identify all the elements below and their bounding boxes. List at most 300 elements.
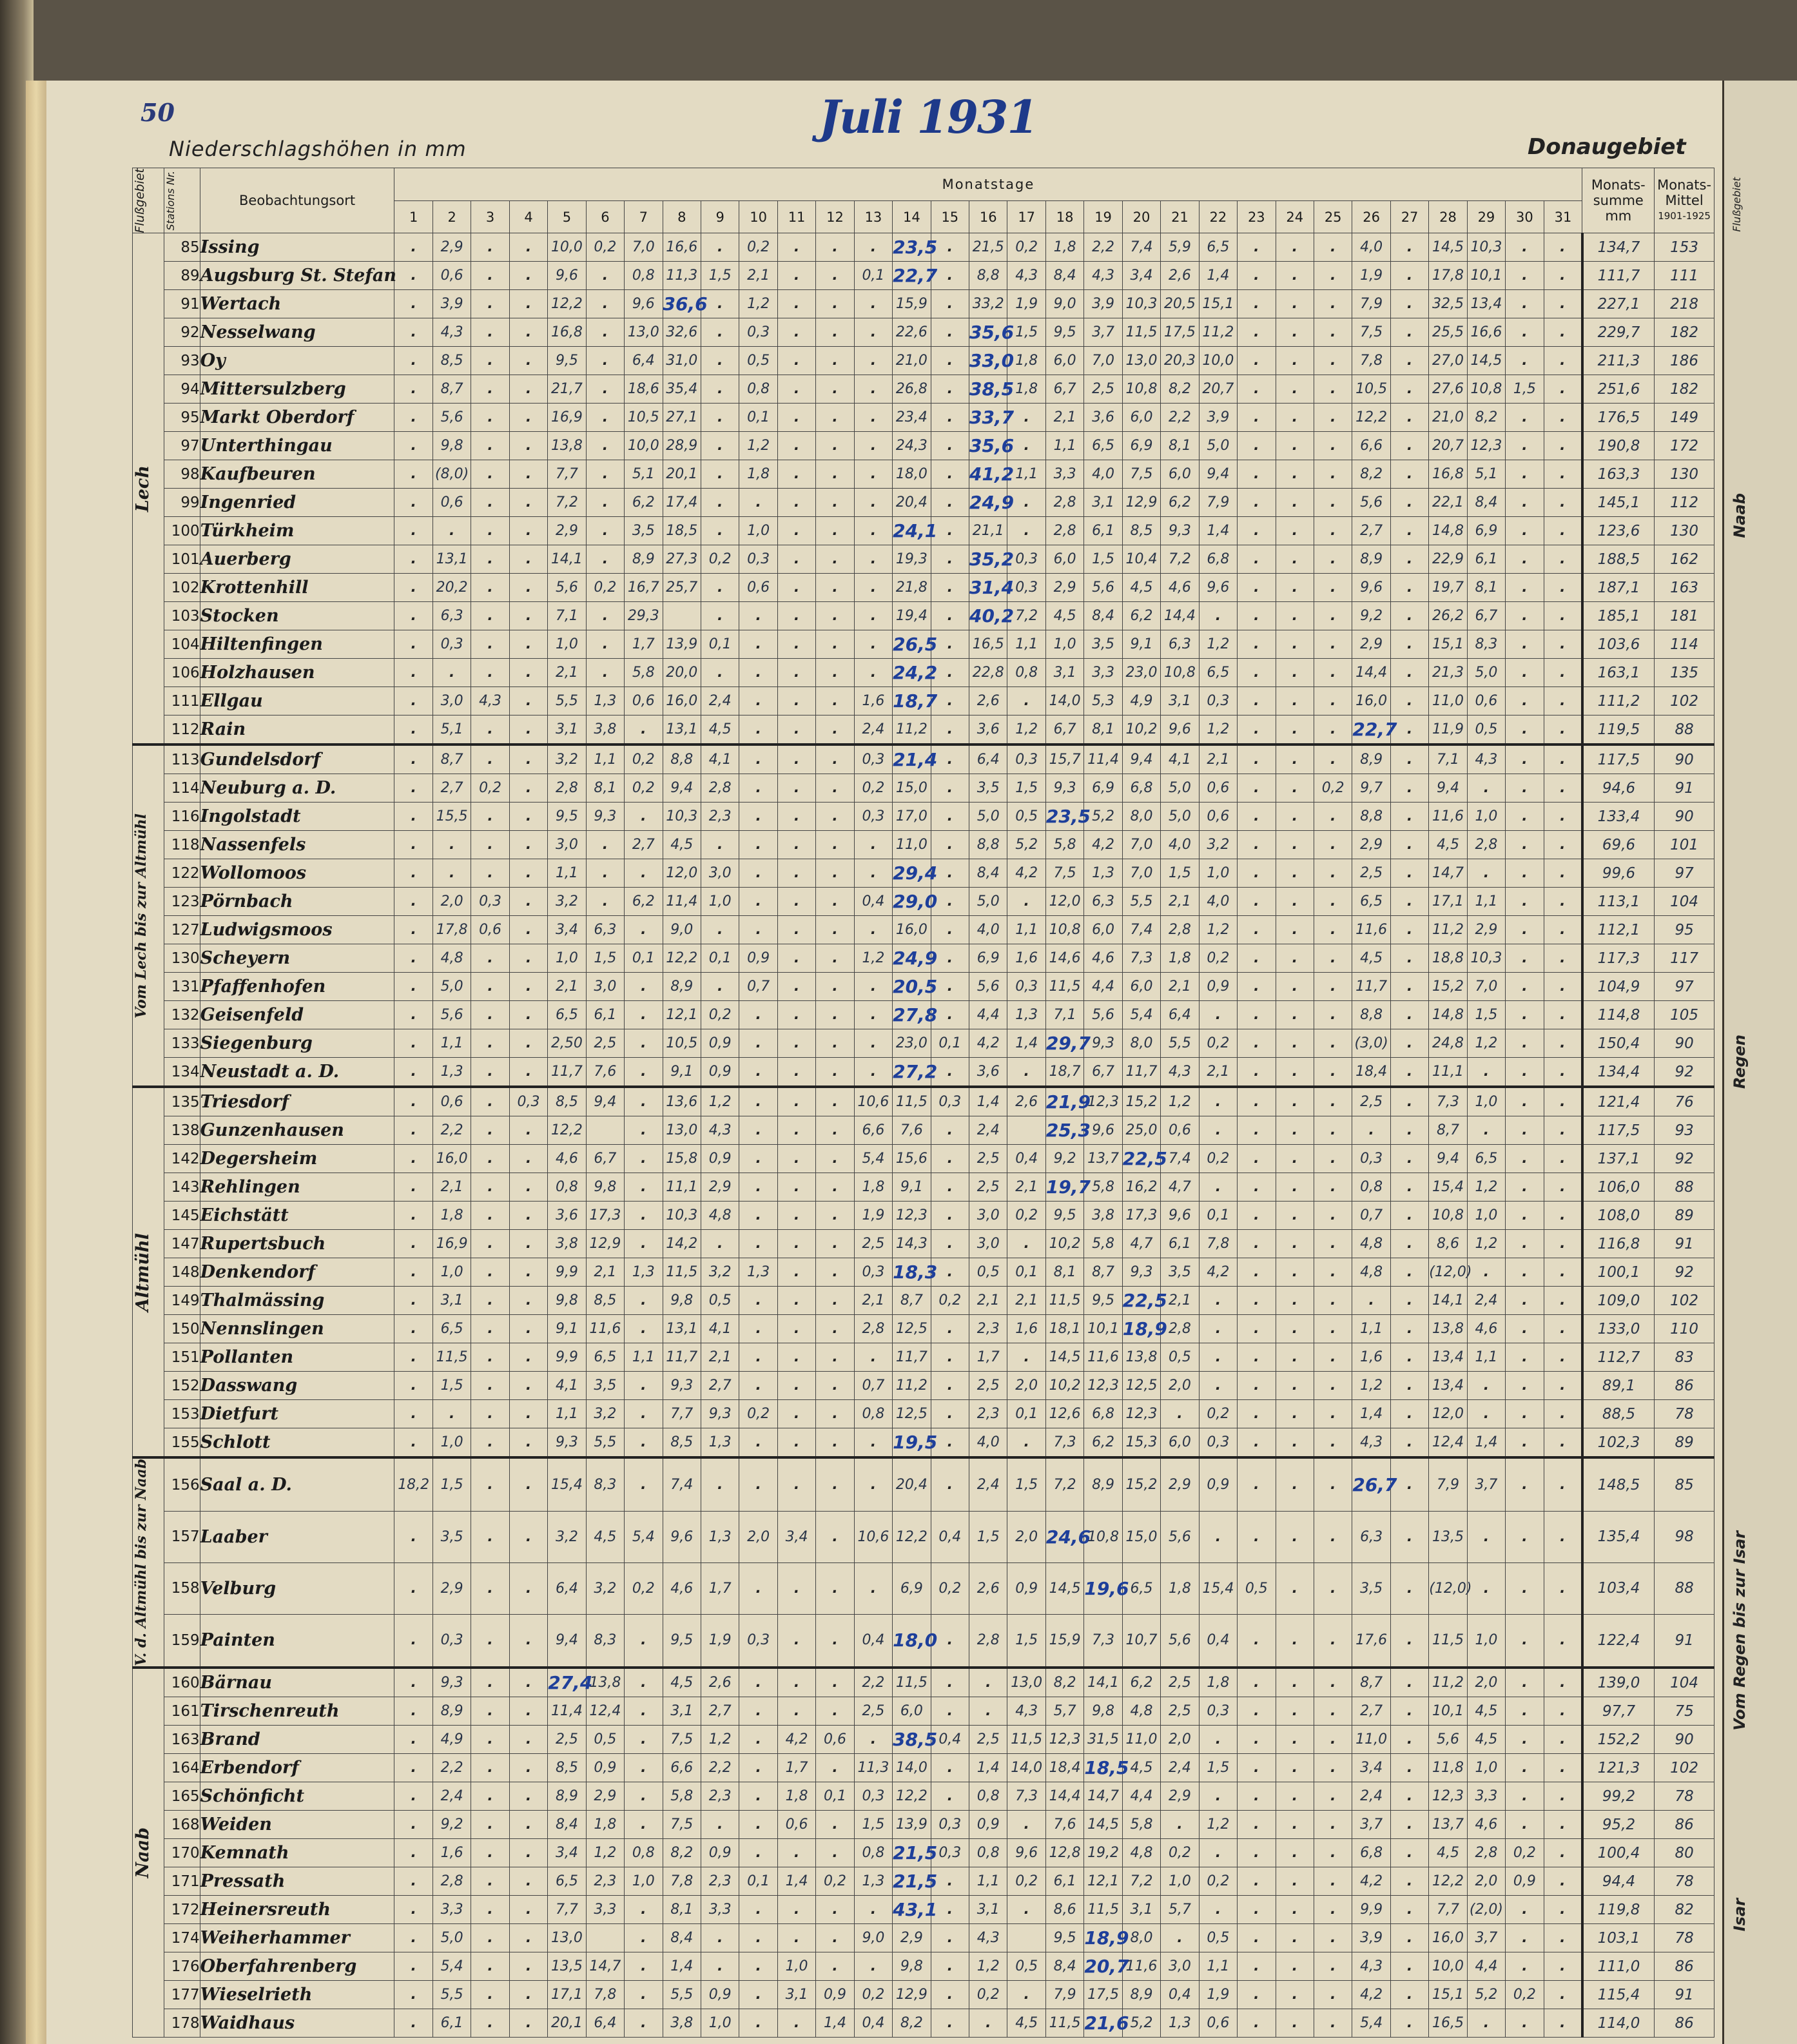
day-value: . [1276, 375, 1314, 404]
day-value: 7,1 [1429, 745, 1467, 774]
day-value: . [816, 1896, 854, 1924]
table-row [133, 1614, 1714, 1668]
monthly-sum: 163,3 [1582, 460, 1655, 489]
day-value: 2,0 [1007, 1511, 1045, 1562]
station-name: Wertach [200, 290, 394, 318]
day-value: 6,0 [1122, 973, 1160, 1001]
station-name: Siegenburg [200, 1029, 394, 1058]
day-value: . [777, 888, 815, 916]
day-value: . [509, 347, 547, 375]
day-value: 8,3 [586, 1614, 624, 1668]
day-value: . [509, 1116, 547, 1145]
day-value: . [1314, 1668, 1352, 1697]
day-value: 6,6 [854, 1116, 892, 1145]
day-value: 2,4 [969, 1116, 1007, 1145]
day-value: . [1276, 1952, 1314, 1981]
day-value: 18,9 [1122, 1315, 1160, 1343]
station-number: 111 [164, 687, 200, 715]
day-value: . [931, 1952, 969, 1981]
day-value: . [394, 233, 432, 262]
station-number: 138 [164, 1116, 200, 1145]
day-value: 3,5 [1084, 630, 1122, 659]
day-value: . [1238, 1614, 1276, 1668]
day-value: 1,2 [1199, 630, 1237, 659]
day-value: . [586, 659, 624, 687]
station-number: 102 [164, 574, 200, 602]
day-value: . [1390, 1145, 1428, 1173]
day-value: . [854, 1428, 892, 1458]
day-value: 6,4 [1161, 1001, 1199, 1029]
table-row [133, 1896, 1714, 1924]
day-value: 15,2 [1122, 1457, 1160, 1511]
day-value: 15,1 [1429, 1981, 1467, 2009]
day-value: 15,9 [1045, 1614, 1083, 1668]
day-value: 32,6 [663, 318, 701, 347]
day-value: 9,2 [1352, 602, 1390, 630]
day-value: 1,5 [969, 1511, 1007, 1562]
monthly-sum: 150,4 [1582, 1029, 1655, 1058]
day-value: . [1390, 1287, 1428, 1315]
day-value: 2,7 [432, 774, 471, 803]
day-value: 13,0 [548, 1924, 586, 1952]
day-value: 2,5 [854, 1697, 892, 1726]
day-value: 11,7 [1352, 973, 1390, 1001]
table-row [133, 745, 1714, 774]
day-value: 8,1 [586, 774, 624, 803]
day-value: 1,2 [1161, 1087, 1199, 1116]
day-value: . [816, 916, 854, 944]
day-value: . [854, 859, 892, 888]
day-value: . [739, 1457, 777, 1511]
station-name: Triesdorf [200, 1087, 394, 1116]
station-name: Thalmässing [200, 1287, 394, 1315]
day-value: . [739, 1782, 777, 1811]
day-value: 1,7 [969, 1343, 1007, 1372]
monthly-sum: 95,2 [1582, 1811, 1655, 1839]
day-value: 9,9 [548, 1343, 586, 1372]
day-value: 16,8 [548, 318, 586, 347]
day-value: . [1314, 432, 1352, 460]
day-value: . [509, 1173, 547, 1202]
day-value: 13,6 [663, 1087, 701, 1116]
day-value: 1,9 [701, 1614, 739, 1668]
day-value: 24,9 [893, 944, 931, 973]
day-value: 8,4 [1084, 602, 1122, 630]
day-value: 3,6 [969, 715, 1007, 745]
station-number: 127 [164, 916, 200, 944]
day-value: . [1390, 489, 1428, 517]
day-value: 8,2 [663, 1839, 701, 1867]
day-value: . [1238, 1697, 1276, 1726]
day-value: 9,9 [548, 1258, 586, 1287]
day-value: . [471, 262, 509, 290]
day-value: . [509, 489, 547, 517]
day-value: 2,6 [1007, 1087, 1045, 1116]
day-value: . [394, 489, 432, 517]
table-row [133, 1087, 1714, 1116]
day-value: . [394, 973, 432, 1001]
day-value: 0,3 [1199, 687, 1237, 715]
day-value: . [1506, 1726, 1544, 1754]
day-value: 4,6 [663, 1562, 701, 1614]
day-value: . [1314, 262, 1352, 290]
day-value: 1,4 [777, 1867, 815, 1896]
day-value: . [777, 1029, 815, 1058]
day-value: 0,5 [701, 1287, 739, 1315]
day-value: 26,5 [893, 630, 931, 659]
day-header-9: 9 [701, 200, 739, 233]
day-header-16: 16 [969, 200, 1007, 233]
day-value: 13,0 [625, 318, 663, 347]
day-value: 25,7 [663, 574, 701, 602]
day-value: . [1276, 888, 1314, 916]
day-value: 4,6 [1084, 944, 1122, 973]
day-value: . [816, 1173, 854, 1202]
day-value: 7,5 [1045, 859, 1083, 888]
day-value: 0,3 [931, 1811, 969, 1839]
day-value: 6,2 [1122, 602, 1160, 630]
day-value: . [1506, 1668, 1544, 1697]
day-value: 1,8 [1045, 233, 1083, 262]
day-value: 10,0 [1429, 1952, 1467, 1981]
day-value: 22,7 [893, 262, 931, 290]
day-value: 17,0 [893, 803, 931, 831]
day-value: . [931, 318, 969, 347]
day-value: . [854, 545, 892, 574]
day-value: 0,8 [1352, 1173, 1390, 1202]
day-header-28: 28 [1429, 200, 1467, 233]
day-value: . [1390, 1258, 1428, 1287]
day-value: 2,8 [432, 1867, 471, 1896]
day-value: . [586, 517, 624, 545]
station-name: Nennslingen [200, 1315, 394, 1343]
day-value: 1,5 [1161, 859, 1199, 888]
day-value: 7,3 [1122, 944, 1160, 973]
day-value: 13,1 [432, 545, 471, 574]
day-value: 11,0 [1429, 687, 1467, 715]
station-number: 93 [164, 347, 200, 375]
day-value: 5,0 [969, 888, 1007, 916]
day-value: 9,1 [548, 1315, 586, 1343]
day-value: . [1390, 1981, 1428, 2009]
day-value: 6,5 [548, 1867, 586, 1896]
day-value: . [931, 973, 969, 1001]
table-row [133, 290, 1714, 318]
monthly-mean: 90 [1655, 1726, 1714, 1754]
day-value: . [1314, 574, 1352, 602]
day-value: (12,0) [1429, 1258, 1467, 1287]
day-value: . [739, 1230, 777, 1258]
day-value: . [1506, 1258, 1544, 1287]
day-value: . [1390, 1058, 1428, 1087]
day-value: . [1161, 1811, 1199, 1839]
day-value: . [777, 1839, 815, 1867]
day-value: 1,5 [1199, 1754, 1237, 1782]
day-value: . [509, 1562, 547, 1614]
day-value: 21,3 [1429, 659, 1467, 687]
day-value: . [1506, 233, 1544, 262]
day-value: 8,7 [432, 745, 471, 774]
day-value: 4,2 [969, 1029, 1007, 1058]
day-value: 0,5 [1199, 1924, 1237, 1952]
day-value: . [1390, 432, 1428, 460]
day-value: 6,7 [586, 1145, 624, 1173]
day-value: 1,3 [701, 1511, 739, 1562]
monthly-sum: 119,5 [1582, 715, 1655, 745]
day-value: 21,0 [893, 347, 931, 375]
day-value: . [1238, 1981, 1276, 2009]
day-value: 40,2 [969, 602, 1007, 630]
day-value: . [854, 460, 892, 489]
day-header-19: 19 [1084, 200, 1122, 233]
day-value: 10,4 [1122, 545, 1160, 574]
day-value: . [854, 1001, 892, 1029]
day-value: . [509, 774, 547, 803]
day-value: . [931, 602, 969, 630]
day-value: . [394, 1811, 432, 1839]
day-value: . [1007, 1230, 1045, 1258]
day-value: . [471, 404, 509, 432]
day-value: 11,8 [1429, 1754, 1467, 1782]
day-value: . [509, 1511, 547, 1562]
day-value: 26,7 [1352, 1457, 1390, 1511]
day-value: . [701, 517, 739, 545]
day-value: 2,3 [701, 803, 739, 831]
day-value: 7,7 [1429, 1896, 1467, 1924]
day-value: . [625, 1782, 663, 1811]
day-value: 29,3 [625, 602, 663, 630]
day-value: 6,9 [893, 1562, 931, 1614]
day-value: . [777, 1173, 815, 1202]
monthly-sum: 188,5 [1582, 545, 1655, 574]
day-value: 4,4 [969, 1001, 1007, 1029]
day-value: . [1238, 1001, 1276, 1029]
day-value: . [1544, 1258, 1582, 1287]
day-value: . [1544, 774, 1582, 803]
day-value: . [816, 262, 854, 290]
precipitation-table [132, 168, 1714, 2038]
day-value: . [471, 347, 509, 375]
day-value: 11,0 [1352, 1726, 1390, 1754]
day-value: 3,4 [1122, 262, 1160, 290]
monthly-sum: 139,0 [1582, 1668, 1655, 1697]
station-name: Schlott [200, 1428, 394, 1458]
day-value: 6,2 [1084, 1428, 1122, 1458]
day-value: 7,4 [1161, 1145, 1199, 1173]
day-value: 1,0 [1467, 1614, 1505, 1668]
day-value: . [394, 432, 432, 460]
day-value: . [1238, 1258, 1276, 1287]
day-value: 6,7 [1045, 715, 1083, 745]
day-value: 4,7 [1122, 1230, 1160, 1258]
precipitation-sheet [132, 168, 1714, 2038]
day-value: 4,2 [1199, 1258, 1237, 1287]
day-value: 16,7 [625, 574, 663, 602]
day-value: 16,2 [1122, 1173, 1160, 1202]
day-value: 0,8 [625, 1839, 663, 1867]
day-value: 12,2 [548, 1116, 586, 1145]
day-value: . [509, 404, 547, 432]
day-value: 0,3 [1007, 574, 1045, 602]
day-value: . [1276, 404, 1314, 432]
day-value: 10,2 [1045, 1230, 1083, 1258]
day-value: 16,8 [1429, 460, 1467, 489]
day-value: . [1314, 517, 1352, 545]
day-value: 18,7 [893, 687, 931, 715]
day-value: . [1314, 1952, 1352, 1981]
day-value: 4,3 [432, 318, 471, 347]
day-value: . [1544, 1952, 1582, 1981]
day-value: 9,6 [1161, 715, 1199, 745]
day-value: 1,6 [432, 1839, 471, 1867]
day-value: 8,9 [1352, 745, 1390, 774]
day-value: 5,6 [1161, 1614, 1199, 1668]
day-value: . [394, 375, 432, 404]
day-value: . [931, 774, 969, 803]
day-value: . [471, 803, 509, 831]
monthly-mean: 149 [1655, 404, 1714, 432]
day-value: 0,4 [1007, 1145, 1045, 1173]
table-row [133, 1457, 1714, 1511]
day-value: . [816, 318, 854, 347]
day-value: 20,1 [663, 460, 701, 489]
day-value: 6,2 [1122, 1668, 1160, 1697]
day-value: . [394, 1924, 432, 1952]
day-value: 1,0 [625, 1867, 663, 1896]
day-value: . [1390, 1839, 1428, 1867]
next-label-naab: Naab [1731, 493, 1749, 538]
day-value: . [1506, 1457, 1544, 1511]
day-value: 9,8 [893, 1952, 931, 1981]
day-value: 3,7 [1467, 1457, 1505, 1511]
day-value: . [739, 602, 777, 630]
day-value: . [1544, 1782, 1582, 1811]
day-value: 1,1 [548, 859, 586, 888]
day-value: 28,9 [663, 432, 701, 460]
day-value: 0,8 [854, 1400, 892, 1428]
day-value: . [854, 1457, 892, 1511]
day-value: . [1544, 1145, 1582, 1173]
day-value: . [1314, 602, 1352, 630]
day-value: . [1276, 1428, 1314, 1458]
day-value: . [394, 888, 432, 916]
day-value: . [1390, 1782, 1428, 1811]
day-value: . [509, 262, 547, 290]
day-value: . [394, 1315, 432, 1343]
station-number: 156 [164, 1457, 200, 1511]
day-value: 5,6 [548, 574, 586, 602]
day-value: . [1314, 973, 1352, 1001]
table-row [133, 1400, 1714, 1428]
day-value: . [739, 715, 777, 745]
day-header-12: 12 [816, 200, 854, 233]
day-value: 0,5 [1467, 715, 1505, 745]
day-value: 12,0 [663, 859, 701, 888]
day-value: 0,5 [1007, 803, 1045, 831]
day-value: . [625, 1202, 663, 1230]
day-value: 11,0 [1122, 1726, 1160, 1754]
day-value: 2,8 [1045, 489, 1083, 517]
day-value: . [931, 803, 969, 831]
day-value: . [1238, 1202, 1276, 1230]
day-value: . [625, 1924, 663, 1952]
monthly-mean: 88 [1655, 1173, 1714, 1202]
monthly-sum: 137,1 [1582, 1145, 1655, 1173]
day-value: 0,6 [625, 687, 663, 715]
day-value: 18,6 [625, 375, 663, 404]
station-number: 149 [164, 1287, 200, 1315]
day-value: 0,9 [701, 1058, 739, 1087]
day-value: . [1314, 1315, 1352, 1343]
day-value: . [1506, 1202, 1544, 1230]
day-value: 4,6 [1467, 1315, 1505, 1343]
day-value: . [1276, 1372, 1314, 1400]
station-name: Türkheim [200, 517, 394, 545]
day-value: . [1276, 715, 1314, 745]
day-value: 23,0 [1122, 659, 1160, 687]
day-value: . [1506, 973, 1544, 1001]
day-value: 0,5 [586, 1726, 624, 1754]
day-header-1: 1 [394, 200, 432, 233]
day-value: 6,1 [1161, 1230, 1199, 1258]
monthly-mean: 90 [1655, 745, 1714, 774]
day-value: . [586, 290, 624, 318]
day-value: . [432, 517, 471, 545]
day-value: 0,8 [625, 262, 663, 290]
day-value: . [394, 1202, 432, 1230]
day-value: . [1506, 1782, 1544, 1811]
day-value: 1,8 [1007, 375, 1045, 404]
day-value: . [777, 1614, 815, 1668]
day-value: 2,1 [1161, 973, 1199, 1001]
day-value: . [1390, 602, 1428, 630]
day-value: . [509, 1258, 547, 1287]
day-value: 9,6 [663, 1511, 701, 1562]
day-value: . [931, 1372, 969, 1400]
day-value: 4,0 [1161, 831, 1199, 859]
day-value: . [1276, 1087, 1314, 1116]
basin-header: Flußgebiet [133, 168, 164, 233]
day-value: 5,2 [1122, 2009, 1160, 2038]
day-value: 7,0 [1122, 831, 1160, 859]
day-value: 2,1 [1045, 404, 1083, 432]
next-label-basin: Flußgebiet [1731, 177, 1743, 232]
day-value: . [1314, 2009, 1352, 2038]
station-name: Gunzenhausen [200, 1116, 394, 1145]
day-value: 22,5 [1122, 1145, 1160, 1173]
day-value: 14,7 [1084, 1782, 1122, 1811]
day-value: 14,1 [1084, 1668, 1122, 1697]
day-value: 1,5 [586, 944, 624, 973]
day-value: 1,3 [701, 1428, 739, 1458]
day-value: 2,5 [1352, 859, 1390, 888]
day-value: . [854, 973, 892, 1001]
day-value: . [701, 432, 739, 460]
day-value: . [509, 831, 547, 859]
day-value: 0,6 [777, 1811, 815, 1839]
day-value: 25,3 [1045, 1116, 1083, 1145]
day-value: 8,7 [893, 1287, 931, 1315]
day-value: 15,5 [432, 803, 471, 831]
day-value: 11,5 [432, 1343, 471, 1372]
monthly-mean: 78 [1655, 1782, 1714, 1811]
day-value: 27,3 [663, 545, 701, 574]
day-value: . [1390, 1029, 1428, 1058]
day-value: . [1506, 290, 1544, 318]
day-value: 7,2 [1161, 545, 1199, 574]
day-value: 0,3 [432, 1614, 471, 1668]
day-value: . [509, 1230, 547, 1258]
